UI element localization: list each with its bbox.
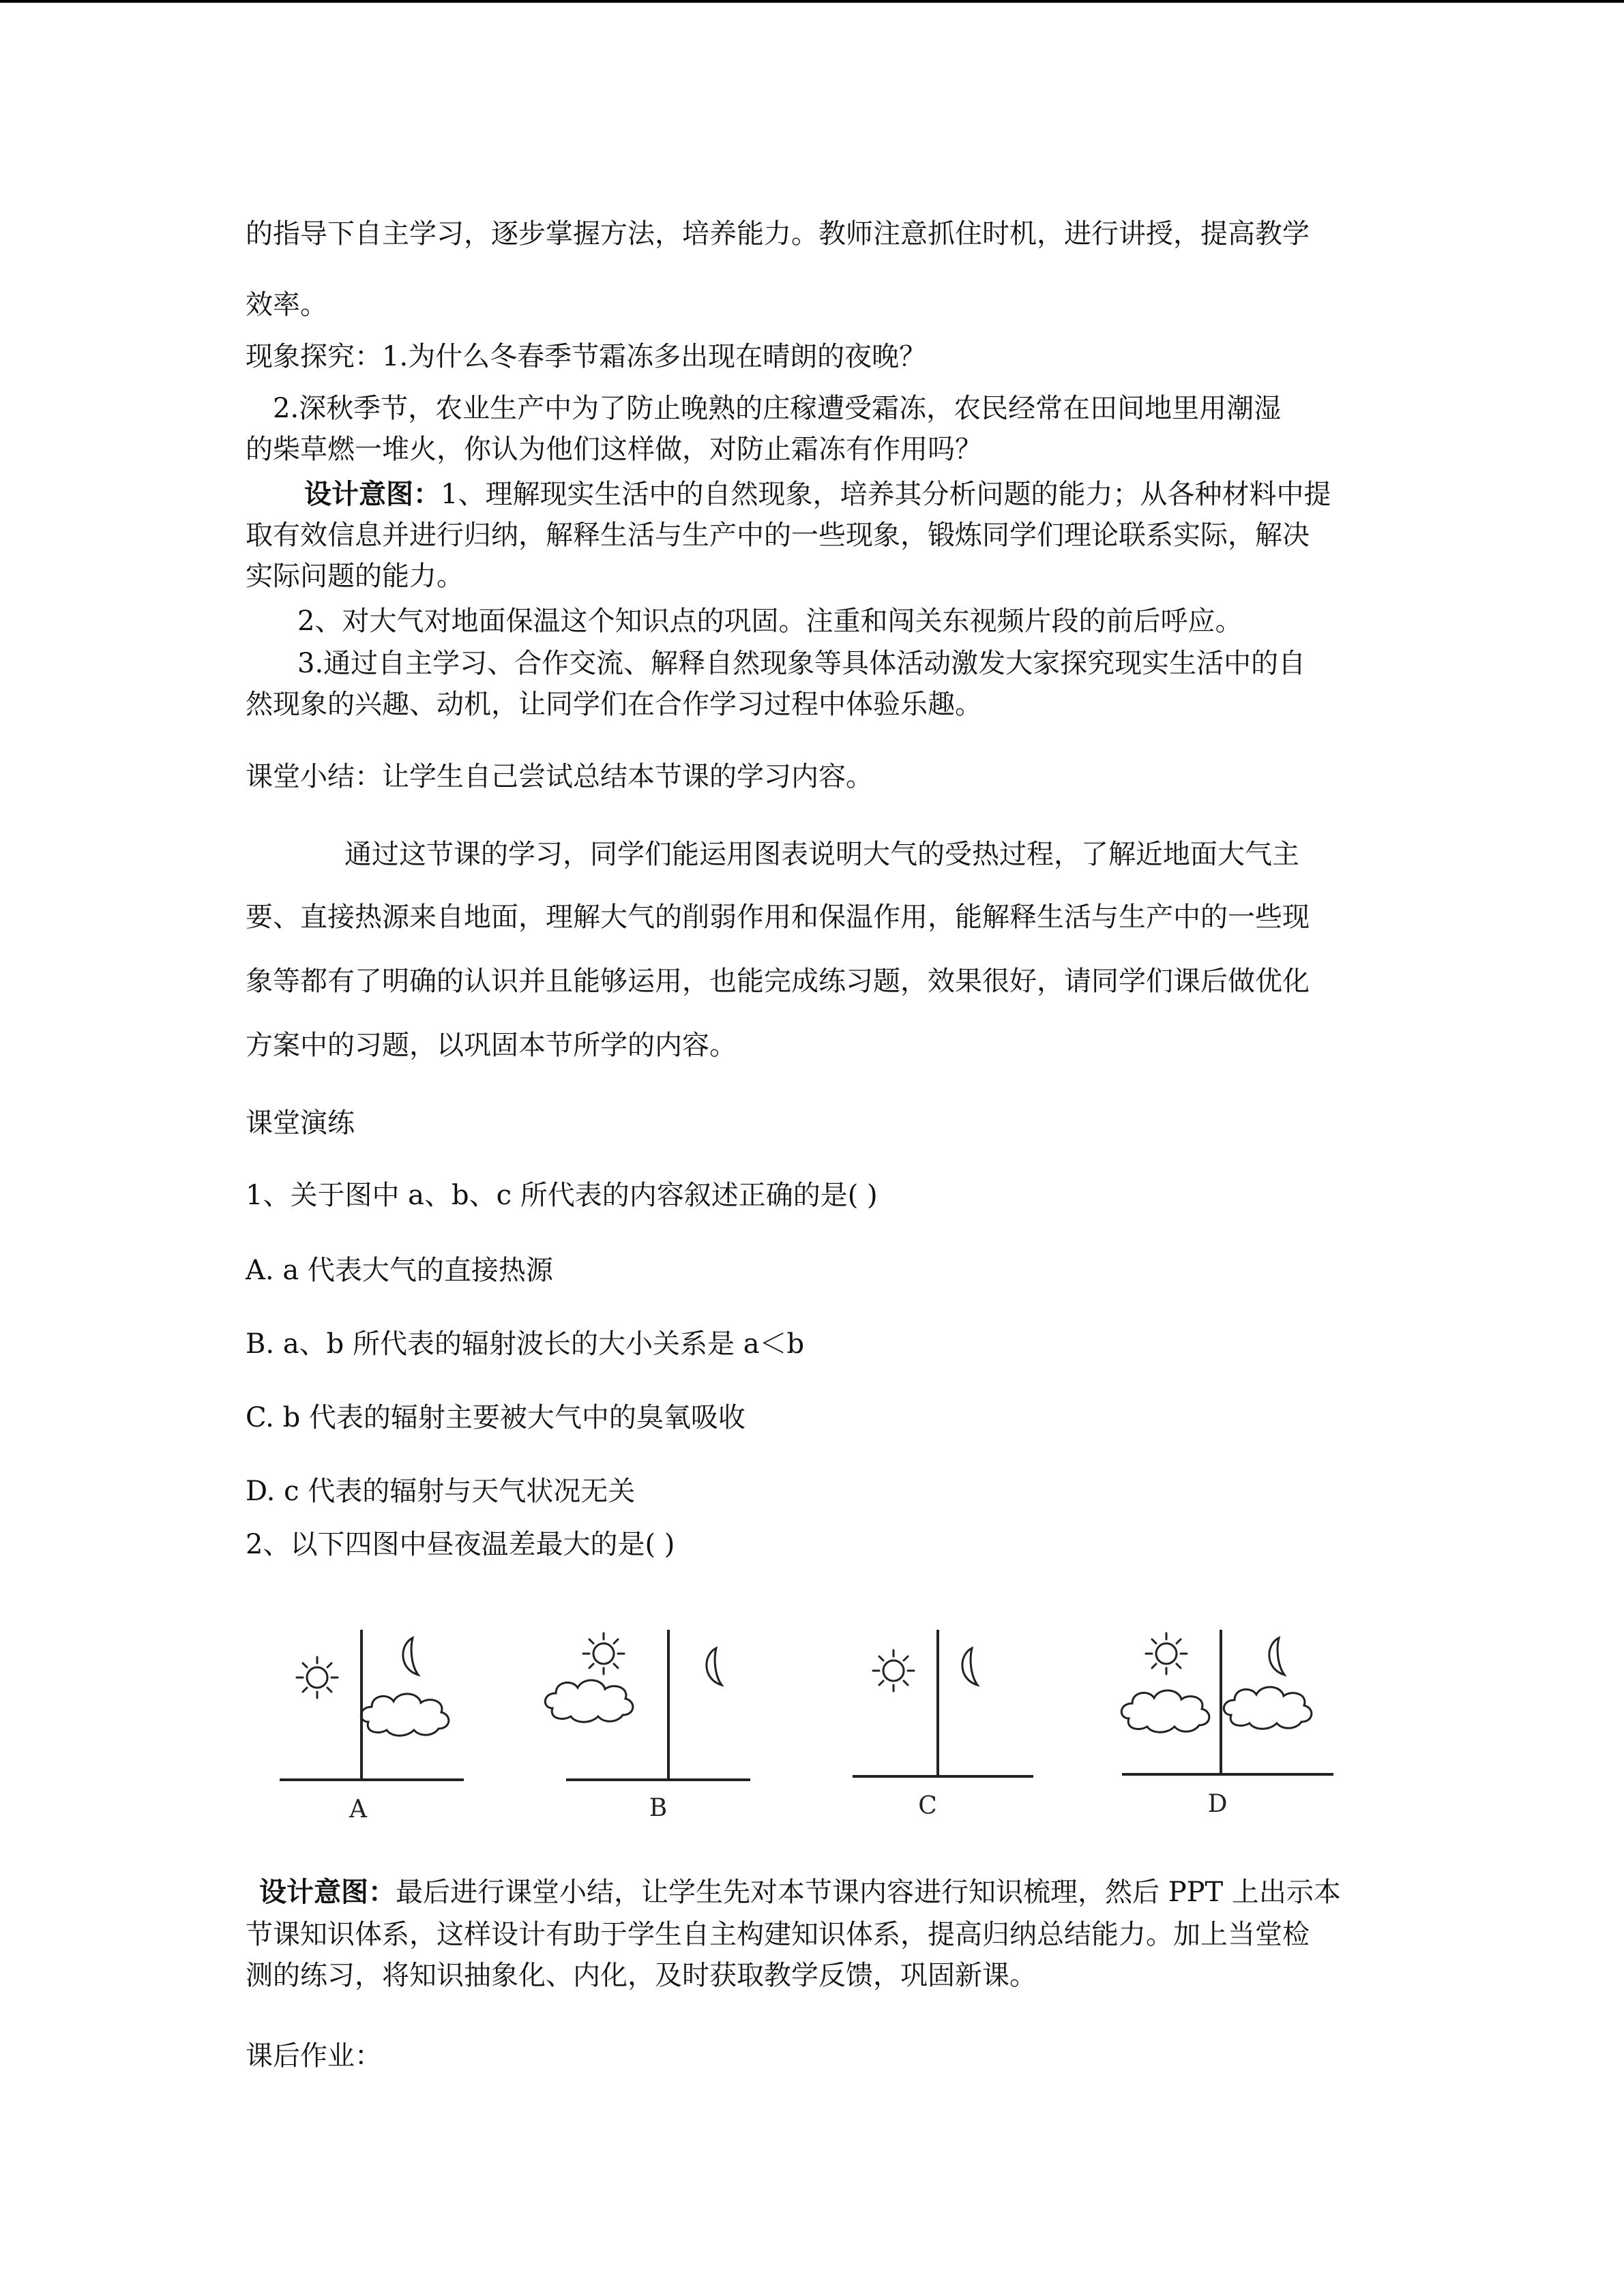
- cloud-icon: [1121, 1690, 1209, 1732]
- phenomenon-q2-line1: 2.深秋季节，农业生产中为了防止晚熟的庄稼遭受霜冻，农民经常在田间地里用潮湿: [273, 393, 1282, 424]
- moon-icon: [707, 1648, 722, 1685]
- intro-line-1: 的指导下自主学习，逐步掌握方法，培养能力。教师注意抓住时机，进行讲授，提高教学: [246, 218, 1310, 250]
- design-intent-final-line1: [259, 1875, 1391, 1909]
- sun-icon: [297, 1657, 338, 1698]
- summary-heading: 课堂小结：让学生自己尝试总结本节课的学习内容。: [246, 761, 873, 792]
- design-intent-1-text: 1、理解现实生活中的自然现象，培养其分析问题的能力；从各种材料中提: [441, 479, 1331, 510]
- phenomenon-q2-line2: 的柴草燃一堆火，你认为他们这样做，对防止霜冻有作用吗？: [246, 434, 982, 465]
- page-top-border: [0, 0, 1624, 3]
- design-intent-label: 设计意图：: [304, 478, 441, 510]
- design-intent-2: 2、对大气对地面保温这个知识点的巩固。注重和闯关东视频片段的前后呼应。: [297, 606, 1243, 637]
- practice-heading: 课堂演练: [246, 1107, 355, 1139]
- summary-line-3: 象等都有了明确的认识并且能够运用，也能完成练习题，效果很好，请同学们课后做优化: [246, 966, 1310, 997]
- sun-icon: [1146, 1633, 1187, 1674]
- figure-label-a: A: [349, 1795, 367, 1823]
- moon-icon: [1269, 1638, 1284, 1675]
- practice-option-b: B. a、b 所代表的辐射波长的大小关系是 a＜b: [246, 1328, 805, 1360]
- sun-icon: [873, 1650, 914, 1691]
- cloud-icon: [1224, 1687, 1312, 1729]
- summary-line-1: 通过这节课的学习，同学们能运用图表说明大气的受热过程，了解近地面大气主: [344, 839, 1299, 870]
- practice-q1: 1、关于图中 a、b、c 所代表的内容叙述正确的是( ): [246, 1180, 878, 1211]
- panel-a: [280, 1630, 464, 1780]
- day-night-diagram: [269, 1616, 1361, 1834]
- practice-option-a: A. a 代表大气的直接热源: [246, 1255, 553, 1286]
- design-intent-3-line2: 然现象的兴趣、动机，让同学们在合作学习过程中体验乐趣。: [246, 689, 982, 720]
- practice-option-d: D. c 代表的辐射与天气状况无关: [246, 1476, 636, 1507]
- practice-q2: 2、以下四图中昼夜温差最大的是( ): [246, 1529, 675, 1560]
- homework-heading: 课后作业：: [246, 2040, 382, 2072]
- phenomenon-q1: 现象探究：1.为什么冬春季节霜冻多出现在晴朗的夜晚？: [246, 341, 927, 372]
- moon-icon: [403, 1638, 418, 1675]
- design-intent-1-line1: [304, 477, 1436, 511]
- moon-icon: [962, 1648, 977, 1685]
- panel-c: [853, 1630, 1033, 1776]
- summary-line-4: 方案中的习题，以巩固本节所学的内容。: [246, 1030, 737, 1061]
- panel-d: [1121, 1630, 1333, 1774]
- sun-icon: [583, 1633, 624, 1674]
- figure-label-c: C: [918, 1792, 937, 1820]
- figure-label-b: B: [649, 1794, 668, 1822]
- summary-line-2: 要、直接热源来自地面，理解大气的削弱作用和保温作用，能解释生活与生产中的一些现: [246, 901, 1310, 933]
- design-intent-final-line2: 节课知识体系，这样设计有助于学生自主构建知识体系，提高归纳总结能力。加上当堂检: [246, 1919, 1310, 1950]
- design-intent-final-text: 最后进行课堂小结，让学生先对本节课内容进行知识梳理，然后 PPT 上出示本: [396, 1877, 1341, 1908]
- cloud-icon: [361, 1694, 449, 1735]
- design-intent-1-line2: 取有效信息并进行归纳，解释生活与生产中的一些现象，锻炼同学们理论联系实际，解决: [246, 520, 1310, 551]
- design-intent-final-label: 设计意图：: [259, 1876, 396, 1908]
- practice-option-c: C. b 代表的辐射主要被大气中的臭氧吸收: [246, 1402, 745, 1433]
- panel-b: [545, 1630, 750, 1780]
- design-intent-3-line1: 3.通过自主学习、合作交流、解释自然现象等具体活动激发大家探究现实生活中的自: [297, 648, 1306, 679]
- design-intent-1-line3: 实际问题的能力。: [246, 561, 464, 592]
- design-intent-final-line3: 测的练习，将知识抽象化、内化，及时获取教学反馈，巩固新课。: [246, 1960, 1037, 1991]
- intro-line-2: 效率。: [246, 289, 327, 320]
- cloud-icon: [545, 1680, 633, 1722]
- figure-label-d: D: [1207, 1790, 1228, 1818]
